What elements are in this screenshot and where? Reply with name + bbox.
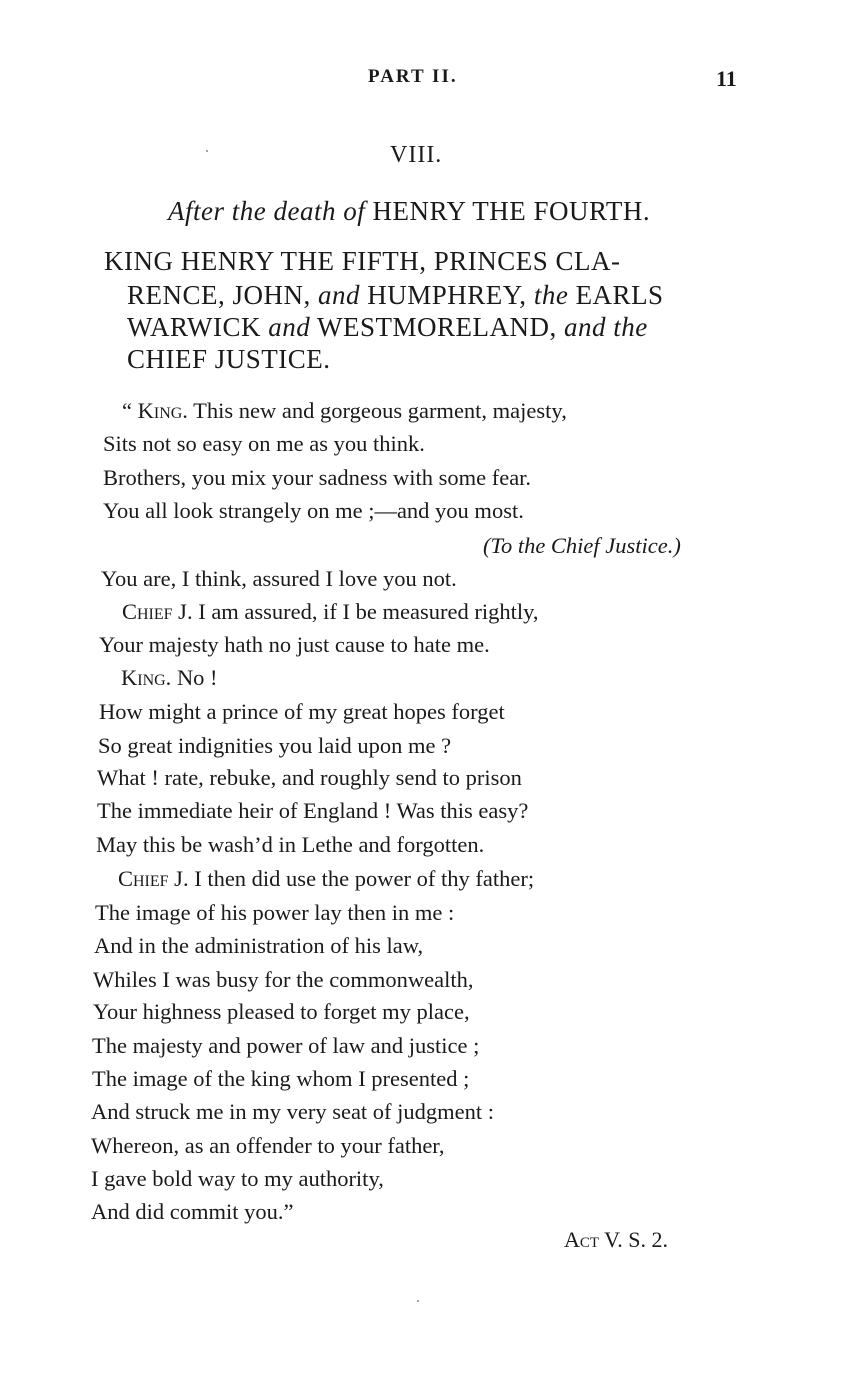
speaker-king: King. xyxy=(121,665,172,690)
cast-text: WESTMORELAND, xyxy=(310,312,564,342)
verse-line: And did commit you.” xyxy=(91,1199,294,1224)
section-subtitle xyxy=(168,196,650,227)
cast-text: WARWICK xyxy=(127,312,269,342)
ink-speck xyxy=(417,1300,419,1302)
verse-line: How might a prince of my great hopes forget xyxy=(99,699,505,724)
verse-line: So great indignities you laid upon me ? xyxy=(98,733,452,758)
verse-line xyxy=(121,665,218,691)
cast-italic: and xyxy=(268,312,311,342)
verse-text: No ! xyxy=(171,665,218,690)
subtitle-rest: HENRY THE FOURTH. xyxy=(365,196,651,226)
verse-line: May this be wash’d in Lethe and forgotten. xyxy=(96,832,485,857)
stage-direction: (To the Chief Justice.) xyxy=(483,533,681,558)
verse-line: Your majesty hath no just cause to hate me. xyxy=(99,632,490,657)
cast-italic: and xyxy=(318,280,361,310)
verse-line: The image of his power lay then in me : xyxy=(95,900,455,925)
verse-line: Your highness pleased to forget my place, xyxy=(93,999,470,1024)
verse-line: Whereon, as an offender to your father, xyxy=(91,1133,445,1158)
ink-speck xyxy=(206,150,208,152)
verse-line: The majesty and power of law and justice ; xyxy=(92,1033,480,1058)
verse-line: Whiles I was busy for the commonwealth, xyxy=(93,967,474,992)
cast-text: EARLS xyxy=(568,280,664,310)
verse-line: And in the administration of his law, xyxy=(94,933,424,958)
cast-text: RENCE, JOHN, xyxy=(127,280,319,310)
cast-line-4: CHIEF JUSTICE. xyxy=(127,344,331,374)
speaker-king: King. xyxy=(137,398,188,423)
speaker-chief: Chief J. xyxy=(118,866,189,891)
open-quote: “ xyxy=(122,398,138,423)
cast-italic: and the xyxy=(564,312,648,342)
verse-text: I then did use the power of thy father; xyxy=(188,866,535,891)
verse-line: And struck me in my very seat of judgment : xyxy=(91,1099,495,1124)
verse-text: This new and gorgeous garment, majesty, xyxy=(187,398,567,423)
verse-line: The image of the king whom I presented ; xyxy=(92,1066,470,1091)
verse-line: I gave bold way to my authority, xyxy=(91,1166,384,1191)
cast-line-1: KING HENRY THE FIFTH, PRINCES CLA- xyxy=(104,246,621,276)
cast-line-3 xyxy=(127,312,648,343)
verse-line xyxy=(122,398,567,424)
verse-line: Brothers, you mix your sadness with some fear. xyxy=(103,465,532,490)
verse-line: Sits not so easy on me as you think. xyxy=(103,431,425,456)
verse-line: What ! rate, rebuke, and roughly send to prison xyxy=(97,765,522,790)
cast-italic: the xyxy=(533,280,569,310)
speaker-chief: Chief J. xyxy=(122,599,193,624)
verse-text: I am assured, if I be measured rightly, xyxy=(192,599,539,624)
verse-line: The immediate heir of England ! Was this easy? xyxy=(97,798,529,823)
cast-line-2 xyxy=(127,280,664,311)
verse-line xyxy=(122,599,539,625)
act-reference: Act V. S. 2. xyxy=(564,1227,668,1252)
verse-line xyxy=(118,866,534,892)
section-number: VIII. xyxy=(390,142,443,168)
page-number: 11 xyxy=(716,66,737,91)
verse-line: You are, I think, assured I love you not. xyxy=(101,566,457,591)
running-head: PART II. xyxy=(368,66,458,87)
verse-line: You all look strangely on me ;—and you most. xyxy=(103,498,524,523)
subtitle-italic: After the death of xyxy=(168,196,366,226)
cast-text: HUMPHREY, xyxy=(360,280,534,310)
